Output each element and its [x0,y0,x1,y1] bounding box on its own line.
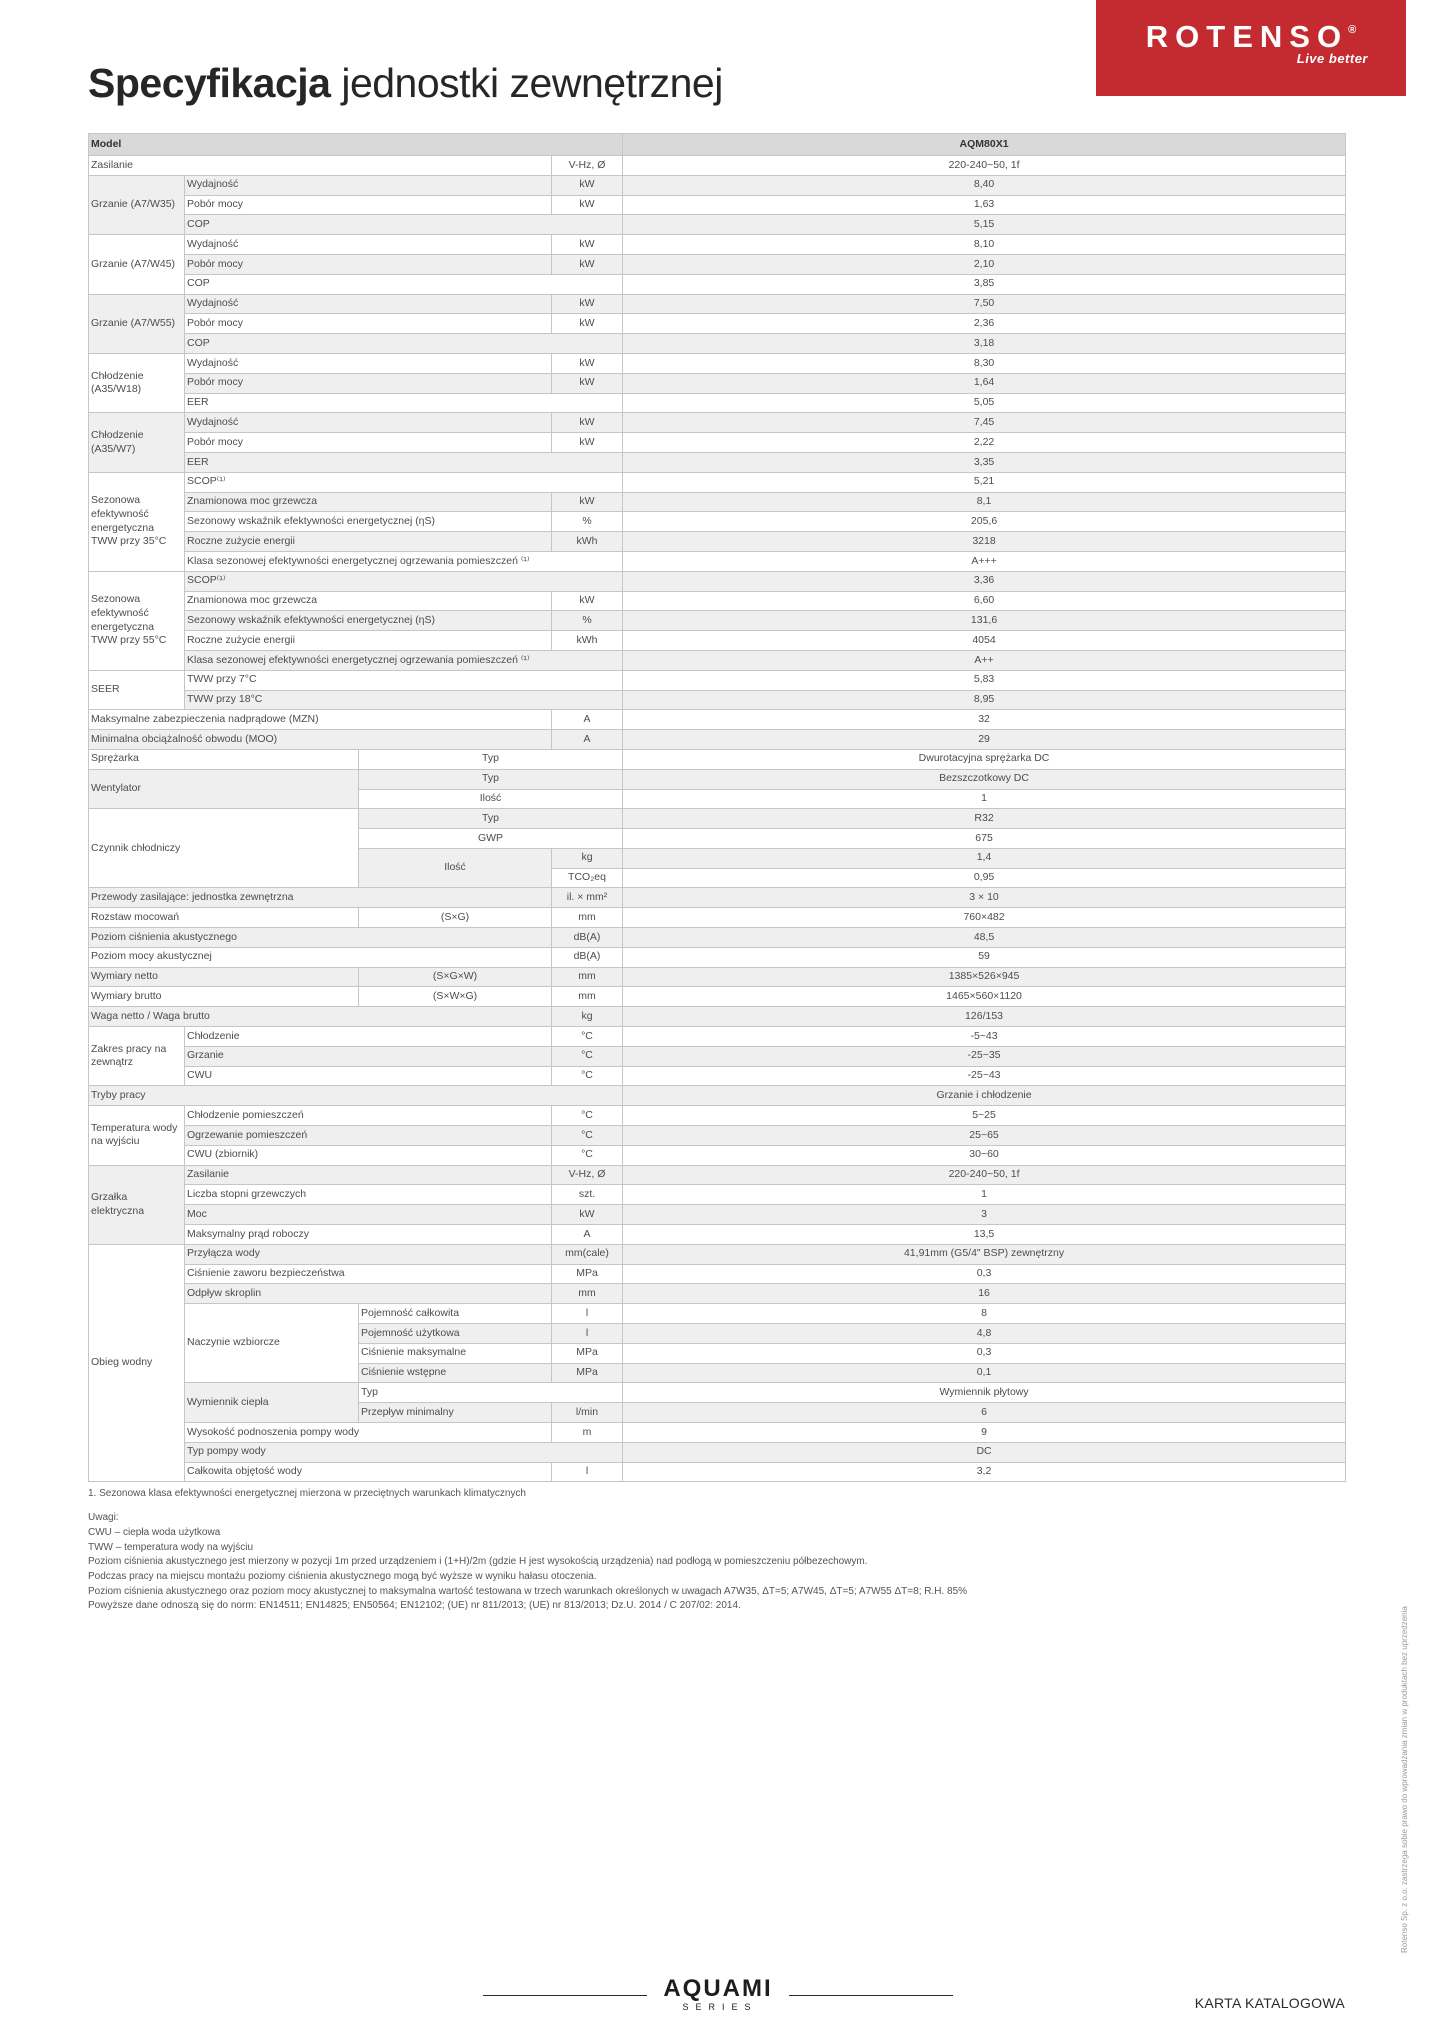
table-cell: szt. [552,1185,623,1205]
table-cell: Ilość [359,789,623,809]
table-cell: Ciśnienie wstępne [359,1363,552,1383]
table-cell: TCO₂eq [552,868,623,888]
table-cell: 3,36 [623,571,1346,591]
note-line: Powyższe dane odnoszą się do norm: EN14511; EN14825; EN50564; EN12102; (UE) nr 811/2013; (UE) nr 813/2013; Dz.U. 2014 / C 207/02: 2014. [88,1600,741,1612]
table-cell: kW [552,235,623,255]
table-cell: Czynnik chłodniczy [89,809,359,888]
table-cell: Pobór mocy [185,254,552,274]
note-line: TWW – temperatura wody na wyjściu [88,1541,254,1553]
table-cell: 3,2 [623,1462,1346,1482]
table-cell: dB(A) [552,928,623,948]
table-cell: kW [552,433,623,453]
table-cell: Wydajność [185,294,552,314]
table-cell: Zasilanie [89,156,552,176]
table-cell: Odpływ skroplin [185,1284,552,1304]
table-cell: l/min [552,1403,623,1423]
table-header-row [89,134,1346,156]
table-row [89,1462,1346,1482]
table-row [89,373,1346,393]
table-cell: -25~43 [623,1066,1346,1086]
table-cell: 16 [623,1284,1346,1304]
table-cell: A [552,1225,623,1245]
table-row [89,1304,1346,1324]
table-cell: dB(A) [552,947,623,967]
series-logo [483,1975,953,2012]
table-cell: kW [552,413,623,433]
table-cell: 7,45 [623,413,1346,433]
table-cell: Wysokość podnoszenia pompy wody [185,1423,552,1443]
table-cell: Pojemność użytkowa [359,1324,552,1344]
table-row [89,591,1346,611]
table-row [89,532,1346,552]
table-cell: Chłodzenie [185,1027,552,1047]
table-cell: (S×G) [359,908,552,928]
table-cell: 8,1 [623,492,1346,512]
table-cell: 1385×526×945 [623,967,1346,987]
table-row [89,611,1346,631]
page-title-bold: Specyfikacja [88,60,331,106]
table-cell: Bezszczotkowy DC [623,769,1346,789]
table-cell: kW [552,254,623,274]
table-cell: Wymiary brutto [89,987,359,1007]
table-cell: Chłodzenie (A35/W7) [89,413,185,472]
table-cell: °C [552,1145,623,1165]
table-cell: Moc [185,1205,552,1225]
table-cell: 4,8 [623,1324,1346,1344]
table-cell: Przyłącza wody [185,1244,552,1264]
table-row [89,472,1346,492]
table-cell: l [552,1462,623,1482]
table-cell: °C [552,1066,623,1086]
table-cell: Pobór mocy [185,433,552,453]
series-rule-right [789,1995,953,1996]
table-cell: Grzanie i chłodzenie [623,1086,1346,1106]
table-cell: 30~60 [623,1145,1346,1165]
table-row [89,274,1346,294]
table-cell: Przepływ minimalny [359,1403,552,1423]
table-cell: Sezonowy wskaźnik efektywności energetycznej (ηS) [185,611,552,631]
registered-mark-icon: ® [1348,24,1357,36]
table-cell: Temperatura wody na wyjściu [89,1106,185,1165]
table-cell: Ogrzewanie pomieszczeń [185,1126,552,1146]
table-cell: A++ [623,650,1346,670]
table-row [89,690,1346,710]
table-cell: °C [552,1126,623,1146]
table-cell: 5,83 [623,670,1346,690]
table-row [89,987,1346,1007]
table-row [89,1046,1346,1066]
table-cell: Typ [359,749,623,769]
note-line: Poziom ciśnienia akustycznego oraz poziom mocy akustycznej to maksymalna wartość testowana w trzech warunkach określonych w uwagach A7W35, ΔT=5; A7W45, ΔT=5; A7W55 ΔT=8; R.H. 85% [88,1585,968,1597]
table-cell: kW [552,591,623,611]
table-cell: 0,3 [623,1264,1346,1284]
table-cell: Pobór mocy [185,314,552,334]
table-cell: Chłodzenie (A35/W18) [89,353,185,412]
table-row [89,1225,1346,1245]
table-cell: 5,15 [623,215,1346,235]
table-cell: -25~35 [623,1046,1346,1066]
table-row [89,1442,1346,1462]
table-cell: DC [623,1442,1346,1462]
table-cell: COP [185,334,623,354]
table-cell: 2,36 [623,314,1346,334]
table-cell: 0,3 [623,1343,1346,1363]
note-line: Poziom ciśnienia akustycznego jest mierzony w pozycji 1m przed urządzeniem i (1+H)/2m (gdzie H jest wysokością urządzenia) nad podłogą w pomieszczeniu półbezechowym. [88,1556,868,1568]
table-cell: V-Hz, Ø [552,156,623,176]
table-row [89,967,1346,987]
table-row [89,1284,1346,1304]
table-cell: 675 [623,829,1346,849]
notes-label: Uwagi: [88,1511,119,1523]
table-row [89,433,1346,453]
table-row [89,1165,1346,1185]
table-cell: Wymiary netto [89,967,359,987]
table-cell: Maksymalne zabezpieczenia nadprądowe (MZN) [89,710,552,730]
table-row [89,195,1346,215]
table-cell: MPa [552,1363,623,1383]
table-row [89,492,1346,512]
table-row [89,1264,1346,1284]
table-cell: kW [552,175,623,195]
table-cell: 4054 [623,631,1346,651]
table-cell: A+++ [623,551,1346,571]
table-cell: °C [552,1027,623,1047]
table-cell: 59 [623,947,1346,967]
notes-lines [88,1526,1188,1614]
table-cell: 2,10 [623,254,1346,274]
table-cell: Sezonowa efektywność energetyczna TWW przy 55°C [89,571,185,670]
table-cell: kW [552,314,623,334]
table-cell: 5,05 [623,393,1346,413]
brand-tagline: Live better [1296,51,1368,66]
table-row [89,1126,1346,1146]
table-cell: Wydajność [185,175,552,195]
table-cell: EER [185,393,623,413]
table-cell: (S×W×G) [359,987,552,1007]
table-cell: Sezonowy wskaźnik efektywności energetycznej (ηS) [185,512,552,532]
table-cell: 8,10 [623,235,1346,255]
table-row [89,1106,1346,1126]
brand-name: ROTENSO [1145,19,1349,54]
table-cell: 3,35 [623,452,1346,472]
table-row [89,749,1346,769]
table-row [89,710,1346,730]
table-cell: Przewody zasilające: jednostka zewnętrzna [89,888,552,908]
legal-disclaimer-vertical: Rotenso Sp. z o.o. zastrzega sobie prawo do wprowadzania zmian w produktach bez uprzedzenia [1400,1606,1409,1953]
table-row [89,254,1346,274]
table-row [89,650,1346,670]
table-row [89,334,1346,354]
table-cell: 1465×560×1120 [623,987,1346,1007]
table-cell: kW [552,353,623,373]
table-cell: A [552,730,623,750]
table-cell: 13,5 [623,1225,1346,1245]
table-row [89,730,1346,750]
table-cell: Klasa sezonowej efektywności energetycznej ogrzewania pomieszczeń ⁽¹⁾ [185,650,623,670]
table-cell: m [552,1423,623,1443]
table-cell: 126/153 [623,1007,1346,1027]
table-cell: Ilość [359,848,552,888]
table-cell: 1,64 [623,373,1346,393]
table-cell: mm [552,967,623,987]
table-row [89,314,1346,334]
table-cell: GWP [359,829,623,849]
table-cell: SCOP⁽¹⁾ [185,571,623,591]
table-cell: mm [552,908,623,928]
table-cell: Typ pompy wody [185,1442,623,1462]
notes-section [88,1487,1188,1614]
table-cell: Typ [359,809,623,829]
table-cell: 29 [623,730,1346,750]
page-title [88,60,723,107]
table-cell: 220-240~50, 1f [623,156,1346,176]
table-cell: A [552,710,623,730]
table-cell: Sezonowa efektywność energetyczna TWW przy 35°C [89,472,185,571]
table-cell: Pojemność całkowita [359,1304,552,1324]
table-cell: Tryby pracy [89,1086,623,1106]
table-cell: 8,30 [623,353,1346,373]
table-cell: 3 [623,1205,1346,1225]
table-cell: mm [552,1284,623,1304]
table-cell: 220-240~50, 1f [623,1165,1346,1185]
table-row [89,908,1346,928]
table-row [89,413,1346,433]
table-cell: Sprężarka [89,749,359,769]
table-cell: 2,22 [623,433,1346,453]
table-cell: Naczynie wzbiorcze [185,1304,359,1383]
table-row [89,769,1346,789]
table-cell: 3218 [623,532,1346,552]
table-cell: 0,95 [623,868,1346,888]
note-line: CWU – ciepła woda użytkowa [88,1527,221,1539]
table-cell: 0,1 [623,1363,1346,1383]
table-cell: 41,91mm (G5/4" BSP) zewnętrzny [623,1244,1346,1264]
table-row [89,1185,1346,1205]
table-cell: Całkowita objętość wody [185,1462,552,1482]
table-row [89,393,1346,413]
table-cell: Typ [359,769,623,789]
table-cell: EER [185,452,623,472]
table-cell: Grzałka elektryczna [89,1165,185,1244]
series-wordmark [647,1975,788,2012]
table-cell: Wydajność [185,413,552,433]
table-cell: Waga netto / Waga brutto [89,1007,552,1027]
table-cell: Znamionowa moc grzewcza [185,591,552,611]
table-row [89,928,1346,948]
table-row [89,235,1346,255]
table-cell: il. × mm² [552,888,623,908]
table-cell: CWU (zbiornik) [185,1145,552,1165]
specification-table [88,133,1346,1482]
table-cell: Ciśnienie maksymalne [359,1343,552,1363]
table-cell: 205,6 [623,512,1346,532]
table-cell: 6,60 [623,591,1346,611]
table-row [89,1027,1346,1047]
table-cell: °C [552,1046,623,1066]
document-type-label: KARTA KATALOGOWA [1194,1995,1345,2011]
table-cell: 131,6 [623,611,1346,631]
table-cell: Pobór mocy [185,195,552,215]
table-row [89,353,1346,373]
table-row [89,670,1346,690]
table-cell: 8,95 [623,690,1346,710]
table-cell: kg [552,848,623,868]
table-cell: Wymiennik płytowy [623,1383,1346,1403]
table-row [89,888,1346,908]
table-cell: Zakres pracy na zewnątrz [89,1027,185,1086]
table-row [89,1145,1346,1165]
table-header-cell: Model [89,134,623,156]
table-cell: TWW przy 18°C [185,690,623,710]
table-cell: % [552,611,623,631]
footnote: 1. Sezonowa klasa efektywności energetycznej mierzona w przeciętnych warunkach klimatycznych [88,1488,526,1499]
table-row [89,1383,1346,1403]
table-cell: Obieg wodny [89,1244,185,1482]
table-cell: Dwurotacyjna sprężarka DC [623,749,1346,769]
table-cell: Roczne zużycie energii [185,532,552,552]
table-cell: Wentylator [89,769,359,809]
page-title-light: jednostki zewnętrznej [330,60,723,106]
table-cell: kWh [552,532,623,552]
table-cell: -5~43 [623,1027,1346,1047]
brand-wordmark [1096,19,1406,54]
table-cell: Klasa sezonowej efektywności energetycznej ogrzewania pomieszczeń ⁽¹⁾ [185,551,623,571]
table-cell: kW [552,294,623,314]
table-cell: Grzanie (A7/W35) [89,175,185,234]
table-cell: l [552,1324,623,1344]
table-cell: 25~65 [623,1126,1346,1146]
table-row [89,809,1346,829]
table-cell: Minimalna obciążalność obwodu (MOO) [89,730,552,750]
series-rule-left [483,1995,647,1996]
table-cell: 1 [623,789,1346,809]
table-row [89,1066,1346,1086]
table-row [89,452,1346,472]
table-cell: Ciśnienie zaworu bezpieczeństwa [185,1264,552,1284]
table-cell: Typ [359,1383,623,1403]
table-row [89,1423,1346,1443]
series-sub: SERIES [682,2002,758,2012]
table-cell: mm [552,987,623,1007]
table-cell: CWU [185,1066,552,1086]
table-cell: MPa [552,1264,623,1284]
series-name: AQUAMI [663,1975,773,2002]
table-cell: COP [185,215,623,235]
table-cell: SEER [89,670,185,710]
table-cell: l [552,1304,623,1324]
table-cell: kW [552,195,623,215]
table-cell: 3,85 [623,274,1346,294]
table-cell: kWh [552,631,623,651]
table-cell: Grzanie [185,1046,552,1066]
table-cell: Rozstaw mocowań [89,908,359,928]
table-cell: 5~25 [623,1106,1346,1126]
table-cell: Roczne zużycie energii [185,631,552,651]
table-cell: TWW przy 7°C [185,670,623,690]
table-cell: kW [552,373,623,393]
table-cell: Zasilanie [185,1165,552,1185]
table-cell: 1,4 [623,848,1346,868]
table-cell: 6 [623,1403,1346,1423]
table-cell: 760×482 [623,908,1346,928]
table-cell: R32 [623,809,1346,829]
table-cell: (S×G×W) [359,967,552,987]
table-header-cell: AQM80X1 [623,134,1346,156]
table-cell: 3 × 10 [623,888,1346,908]
table-cell: 9 [623,1423,1346,1443]
table-cell: Wymiennik ciepła [185,1383,359,1423]
table-cell: kW [552,1205,623,1225]
table-row [89,631,1346,651]
table-row [89,512,1346,532]
table-cell: 8,40 [623,175,1346,195]
table-cell: 5,21 [623,472,1346,492]
table-cell: 32 [623,710,1346,730]
table-row [89,571,1346,591]
table-cell: 48,5 [623,928,1346,948]
table-row [89,294,1346,314]
table-cell: kg [552,1007,623,1027]
table-row [89,175,1346,195]
table-row [89,947,1346,967]
table-cell: COP [185,274,623,294]
table-cell: % [552,512,623,532]
table-cell: Znamionowa moc grzewcza [185,492,552,512]
table-cell: 8 [623,1304,1346,1324]
table-cell: 3,18 [623,334,1346,354]
table-cell: Wydajność [185,235,552,255]
table-cell: V-Hz, Ø [552,1165,623,1185]
table-cell: 7,50 [623,294,1346,314]
note-line: Podczas pracy na miejscu montażu poziomy ciśnienia akustycznego mogą być wyższe w wyniku hałasu otoczenia. [88,1570,597,1582]
table-cell: mm(cale) [552,1244,623,1264]
table-cell: Maksymalny prąd roboczy [185,1225,552,1245]
table-cell: 1 [623,1185,1346,1205]
table-cell: °C [552,1106,623,1126]
table-row [89,156,1346,176]
table-cell: Poziom ciśnienia akustycznego [89,928,552,948]
table-cell: Poziom mocy akustycznej [89,947,552,967]
table-cell: SCOP⁽¹⁾ [185,472,623,492]
table-row [89,1205,1346,1225]
table-row [89,1086,1346,1106]
table-row [89,551,1346,571]
table-cell: Grzanie (A7/W55) [89,294,185,353]
table-row [89,215,1346,235]
table-cell: Chłodzenie pomieszczeń [185,1106,552,1126]
table-cell: 1,63 [623,195,1346,215]
table-cell: Liczba stopni grzewczych [185,1185,552,1205]
rotenso-logo [1096,0,1406,96]
table-cell: MPa [552,1343,623,1363]
table-row [89,1244,1346,1264]
table-cell: kW [552,492,623,512]
table-cell: Grzanie (A7/W45) [89,235,185,294]
table-cell: Wydajność [185,353,552,373]
table-row [89,1007,1346,1027]
table-cell: Pobór mocy [185,373,552,393]
